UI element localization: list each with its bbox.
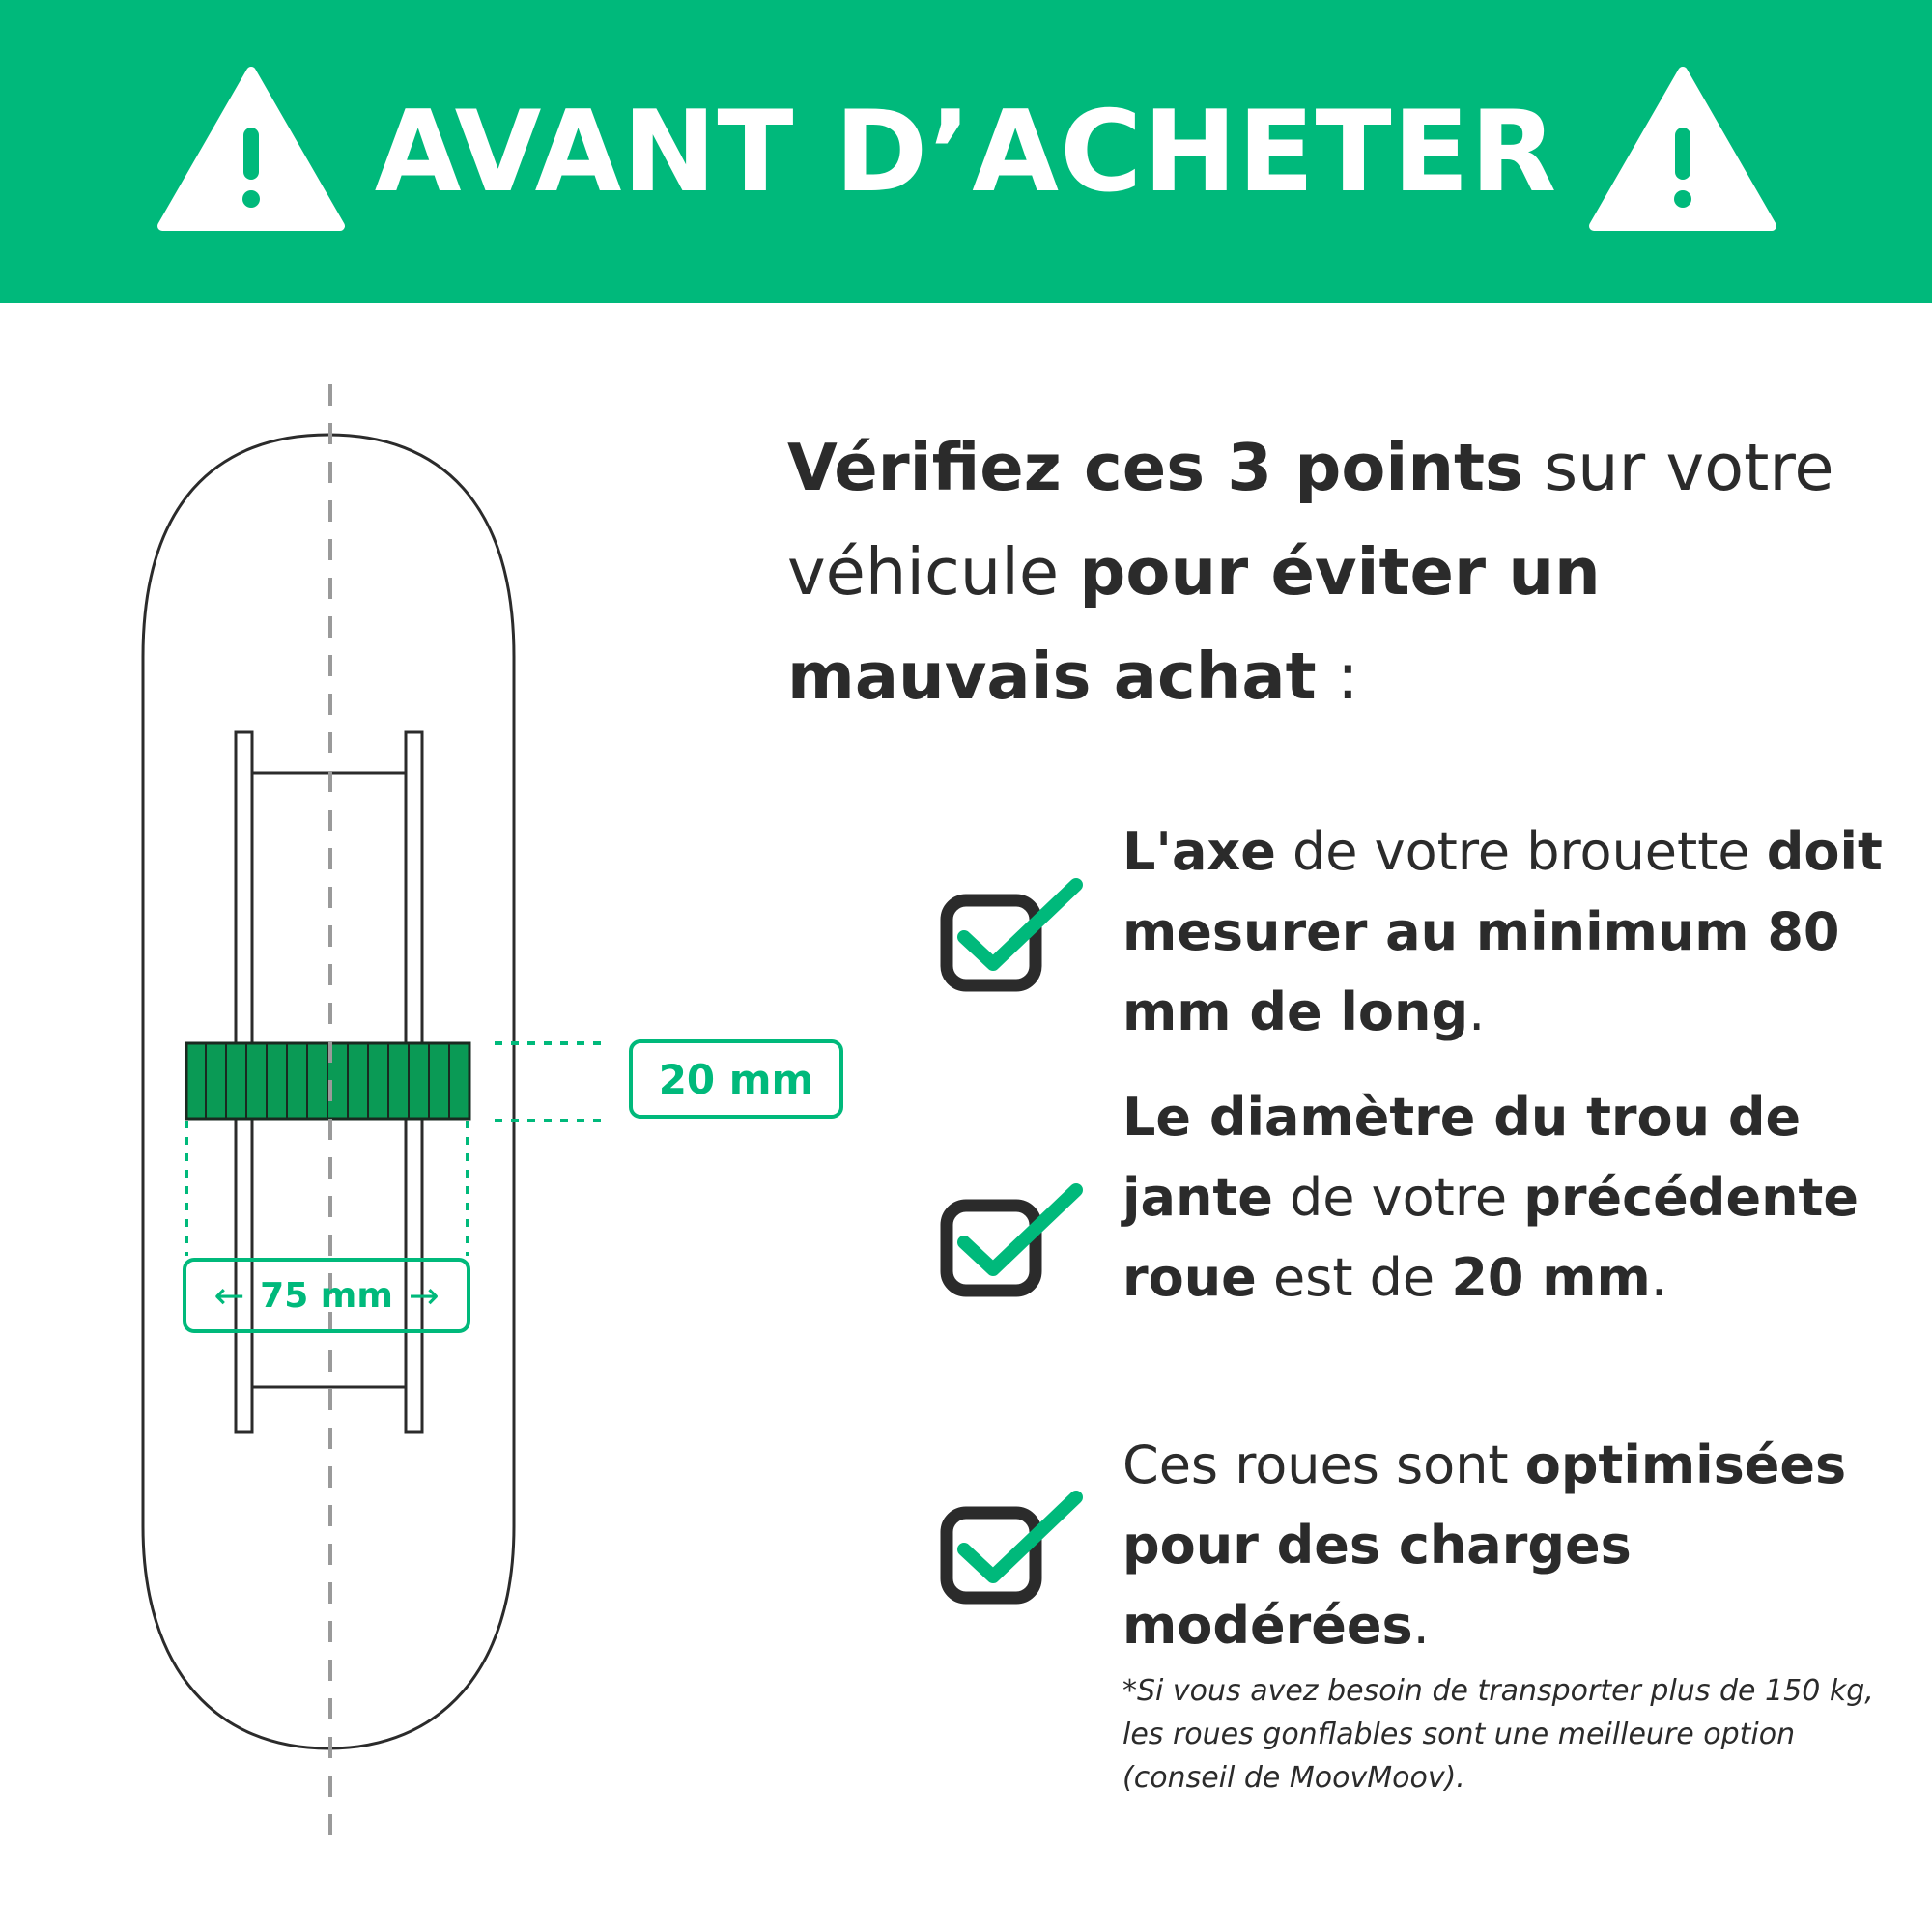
axle-length-value: 75 mm: [260, 1275, 393, 1316]
arrow-left-icon: ←: [213, 1274, 245, 1317]
header-banner: [0, 0, 1932, 303]
point-hole-diameter: Le diamètre du trou de jante de votre précédente roue est de 20 mm.: [1122, 1087, 1859, 1308]
warning-triangle-icon: [1586, 64, 1779, 234]
arrow-right-icon: →: [408, 1274, 440, 1317]
checkbox-checked-icon: [939, 1480, 1086, 1605]
point-axle-length: L'axe de votre brouette doit mesurer au minimum 80 mm de long.: [1122, 821, 1883, 1042]
hub: [186, 1043, 469, 1119]
hole-diameter-label: 20 mm: [629, 1039, 843, 1119]
point-moderate-loads: Ces roues sont optimisées pour des charges modérées.: [1122, 1435, 1847, 1656]
axle-length-label: [183, 1258, 470, 1333]
checkbox-checked-icon: [939, 867, 1086, 993]
checkbox-checked-icon: [939, 1173, 1086, 1298]
footnote: *Si vous avez besoin de transporter plus de 150 kg, les roues gonflables sont une meilleure option (conseil de MoovMoov).: [1122, 1674, 1874, 1795]
page-title: AVANT D’ACHETER: [374, 86, 1558, 217]
intro-text: Vérifiez ces 3 points sur votre véhicule pour éviter un mauvais achat :: [787, 430, 1834, 714]
